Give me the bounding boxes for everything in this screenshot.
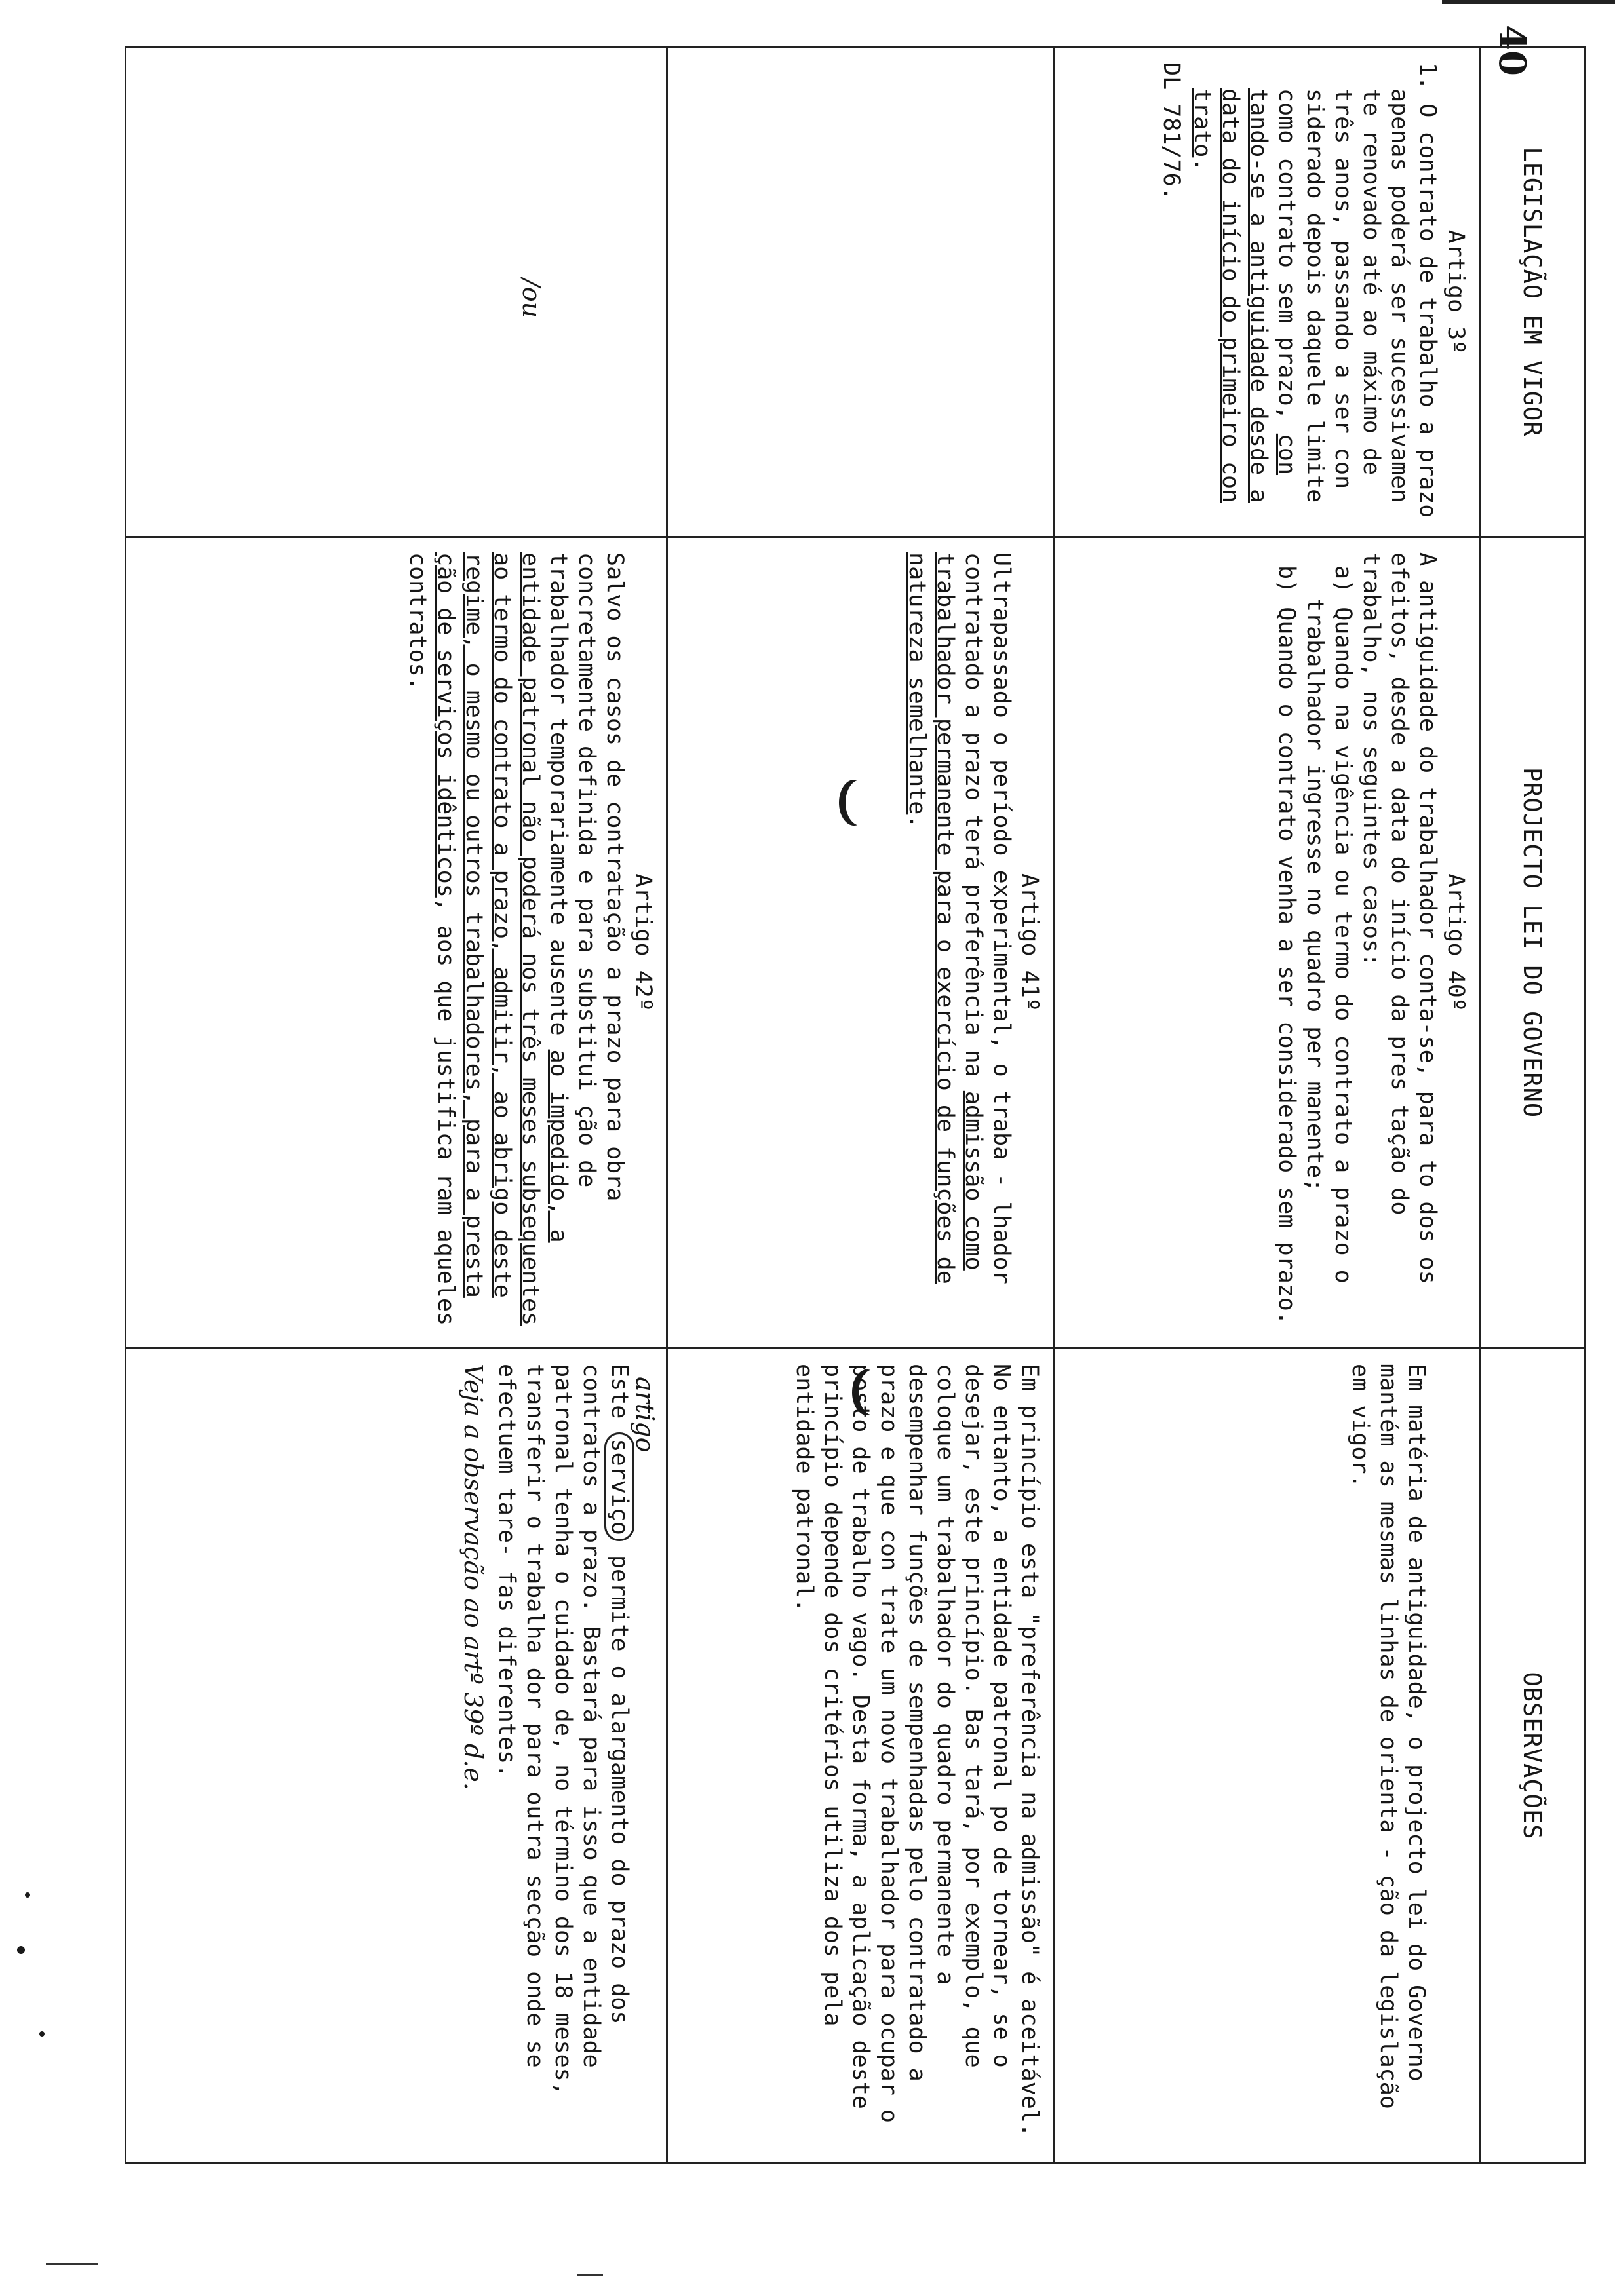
handwritten-mark: /ou — [517, 278, 546, 318]
article-paragraph: Ultrapassado o período experimental, o traba - lhador contratado a prazo terá preferência na admissão como trabalhador permanente para o exercício de funções de natureza semelhante. — [904, 552, 1015, 1284]
rotated-table-container — [125, 46, 1586, 2162]
cell-projecto — [667, 537, 1054, 1349]
article-heading: Artigo 3º — [1443, 229, 1469, 354]
top-edge-rule — [1442, 0, 1615, 4]
page-number: 40 — [1490, 25, 1534, 76]
cell-projecto — [1054, 537, 1480, 1349]
table-row — [1054, 47, 1480, 2164]
cell-observacoes — [126, 1349, 667, 2164]
circled-word: serviço — [604, 1432, 634, 1541]
table-row — [126, 47, 667, 2164]
cell-legislacao — [667, 47, 1054, 537]
comparison-table — [125, 46, 1586, 2164]
table-row — [667, 47, 1054, 2164]
scan-dash — [577, 2274, 603, 2276]
article-heading: Artigo 42º — [630, 873, 656, 1012]
table-header-row — [1480, 47, 1586, 2164]
scan-dash — [46, 2263, 98, 2265]
observation-text: Este serviço permite o alargamento do prazo dos contratos a prazo. Bastará para isso que a entidade patronal tenha o cuidado de, no término dos 18 meses, transferir o trabalha dor para outra secção onde se efectuem tare- fas diferentes. — [492, 1364, 633, 2148]
cell-observacoes — [667, 1349, 1054, 2164]
cell-observacoes — [1054, 1349, 1480, 2164]
list-item: b) Quando o contrato venha a ser considerado sem prazo. — [1274, 565, 1300, 1325]
header-observacoes: OBSERVAÇÕES — [1480, 1349, 1586, 2164]
cell-projecto — [126, 537, 667, 1349]
observation-text: Em princípio esta "preferência na admissão" é aceitável. No entanto, a entidade patronal po de tornear, se o desejar, este princípio. Bas tará, por exemplo, que coloque um trabalhador do quadro permanente a desempenhar funções de sempenhadas pelo contratado a prazo e que con trate um novo trabalhador para ocupar o posto de trabalho vago. Desta forma, a aplicação deste princípio depende dos critérios utiliza dos pela entidade patronal. — [791, 1364, 1043, 2137]
scan-speck — [25, 1892, 30, 1898]
handwritten-note: Veja a observação ao artº 39º d.e. — [459, 1364, 488, 1790]
observation-text: Em matéria de antiguidade, o projecto lei do Governo mantém as mesmas linhas de orienta - ção da legislação em vigor. — [1347, 1364, 1430, 2109]
article-paragraph: 1. O contrato de trabalho a prazo apenas poderá ser sucessivamen te renovado até ao máximo de três anos, passando a ser con siderado depois daquele limite como contrato sem prazo, con tando-se a antiguidade desde a data do início do primeiro con trato. — [1189, 62, 1441, 518]
article-paragraph: Salvo os casos de contratação a prazo para obra concretamente definida e para substitui ção de trabalhador temporariamente ausente ao impedido, a entidade patronal não poderá nos três meses subsequentes ao termo do contrato a prazo, admitir, ao abrigo deste regime, o mesmo ou outros trabalhadores, para a presta ção de serviços idênticos, aos que justifica ram aqueles contratos. — [404, 552, 628, 1326]
article-paragraph: A antiguidade do trabalhador conta-se, para to dos os efeitos, desde a data do início da pres tação do trabalho, nos seguintes casos: — [1358, 552, 1441, 1284]
scan-speck — [39, 2031, 45, 2037]
list-item: a) Quando na vigência ou termo do contrato a prazo o trabalhador ingresse no quadro per manente; — [1302, 565, 1356, 1284]
underlined-passage: admissão como trabalhador permanente para o exercício de funções de natureza semelhante — [904, 552, 986, 1284]
legal-source: DL 781/76. — [1158, 62, 1184, 201]
handwritten-insert: artigo — [631, 1377, 659, 1453]
header-projecto: PROJECTO LEI DO GOVERNO — [1480, 537, 1586, 1349]
article-heading: Artigo 40º — [1443, 873, 1469, 1012]
article-heading: Artigo 41º — [1017, 873, 1043, 1012]
cell-legislacao — [126, 47, 667, 537]
scan-speck — [17, 1946, 25, 1954]
underlined-passage: con tando-se a antiguidade desde a data do início do primeiro con trato — [1189, 88, 1300, 503]
header-legislacao: LEGISLAÇÃO EM VIGOR — [1480, 47, 1586, 537]
underlined-passage: ao impedido, a entidade patronal não poderá nos três meses subsequentes ao termo do contrato a prazo, admitir, ao abrigo deste regime, o mesmo ou outros trabalhadores, para a presta ção de serviços idênticos — [433, 552, 572, 1326]
cell-legislacao — [1054, 47, 1480, 537]
